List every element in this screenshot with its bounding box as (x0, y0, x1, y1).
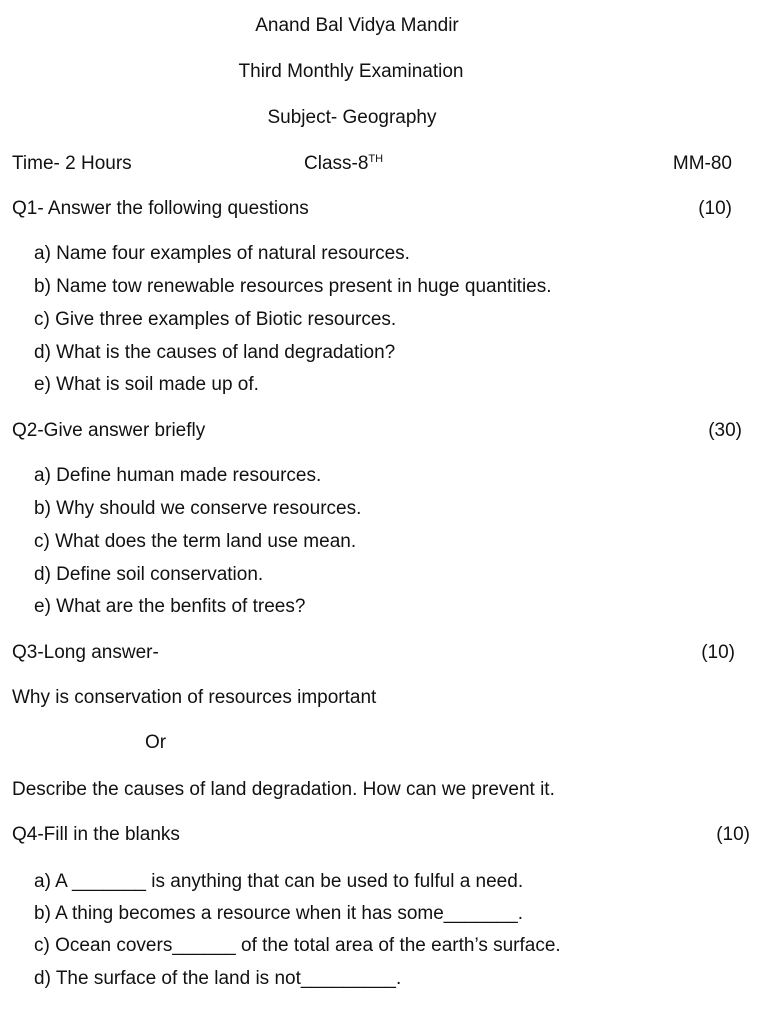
q2-title: Q2-Give answer briefly (12, 420, 206, 441)
q4-marks: (10) (716, 824, 750, 845)
q2-item-a: a) Define human made resources. (34, 465, 322, 486)
q3-option-2: Describe the causes of land degradation. How can we prevent it. (12, 779, 555, 800)
q4-item-c: c) Ocean covers______ of the total area of the earth’s surface. (34, 935, 561, 956)
q2-item-d: d) Define soil conservation. (34, 564, 264, 585)
q4-item-b: b) A thing becomes a resource when it has some_______. (34, 903, 524, 924)
q1-item-c: c) Give three examples of Biotic resources. (34, 309, 397, 330)
q4-item-d: d) The surface of the land is not_________. (34, 968, 402, 989)
q1-item-a: a) Name four examples of natural resources. (34, 243, 410, 264)
q1-item-e: e) What is soil made up of. (34, 374, 259, 395)
q3-title: Q3-Long answer- (12, 642, 159, 663)
q2-item-c: c) What does the term land use mean. (34, 531, 357, 552)
q1-item-d: d) What is the causes of land degradation? (34, 342, 396, 363)
school-name: Anand Bal Vidya Mandir (255, 15, 459, 36)
q4-title: Q4-Fill in the blanks (12, 824, 180, 845)
q1-marks: (10) (698, 198, 732, 219)
q3-marks: (10) (701, 642, 735, 663)
q2-item-e: e) What are the benfits of trees? (34, 596, 306, 617)
q3-option-1: Why is conservation of resources important (12, 687, 377, 708)
class-text: Class-8 (304, 153, 369, 174)
q1-title: Q1- Answer the following questions (12, 198, 309, 219)
exam-title: Third Monthly Examination (238, 61, 464, 82)
class-label (304, 152, 383, 176)
q4-item-a: a) A _______ is anything that can be used to fulful a need. (34, 871, 524, 892)
max-marks: MM-80 (672, 153, 732, 174)
q3-or: Or (145, 732, 167, 753)
class-superscript: TH (368, 153, 384, 165)
time-label: Time- 2 Hours (12, 153, 132, 174)
subject-line: Subject- Geography (267, 107, 437, 128)
q2-marks: (30) (708, 420, 742, 441)
q2-item-b: b) Why should we conserve resources. (34, 498, 362, 519)
q1-item-b: b) Name tow renewable resources present in huge quantities. (34, 276, 552, 297)
